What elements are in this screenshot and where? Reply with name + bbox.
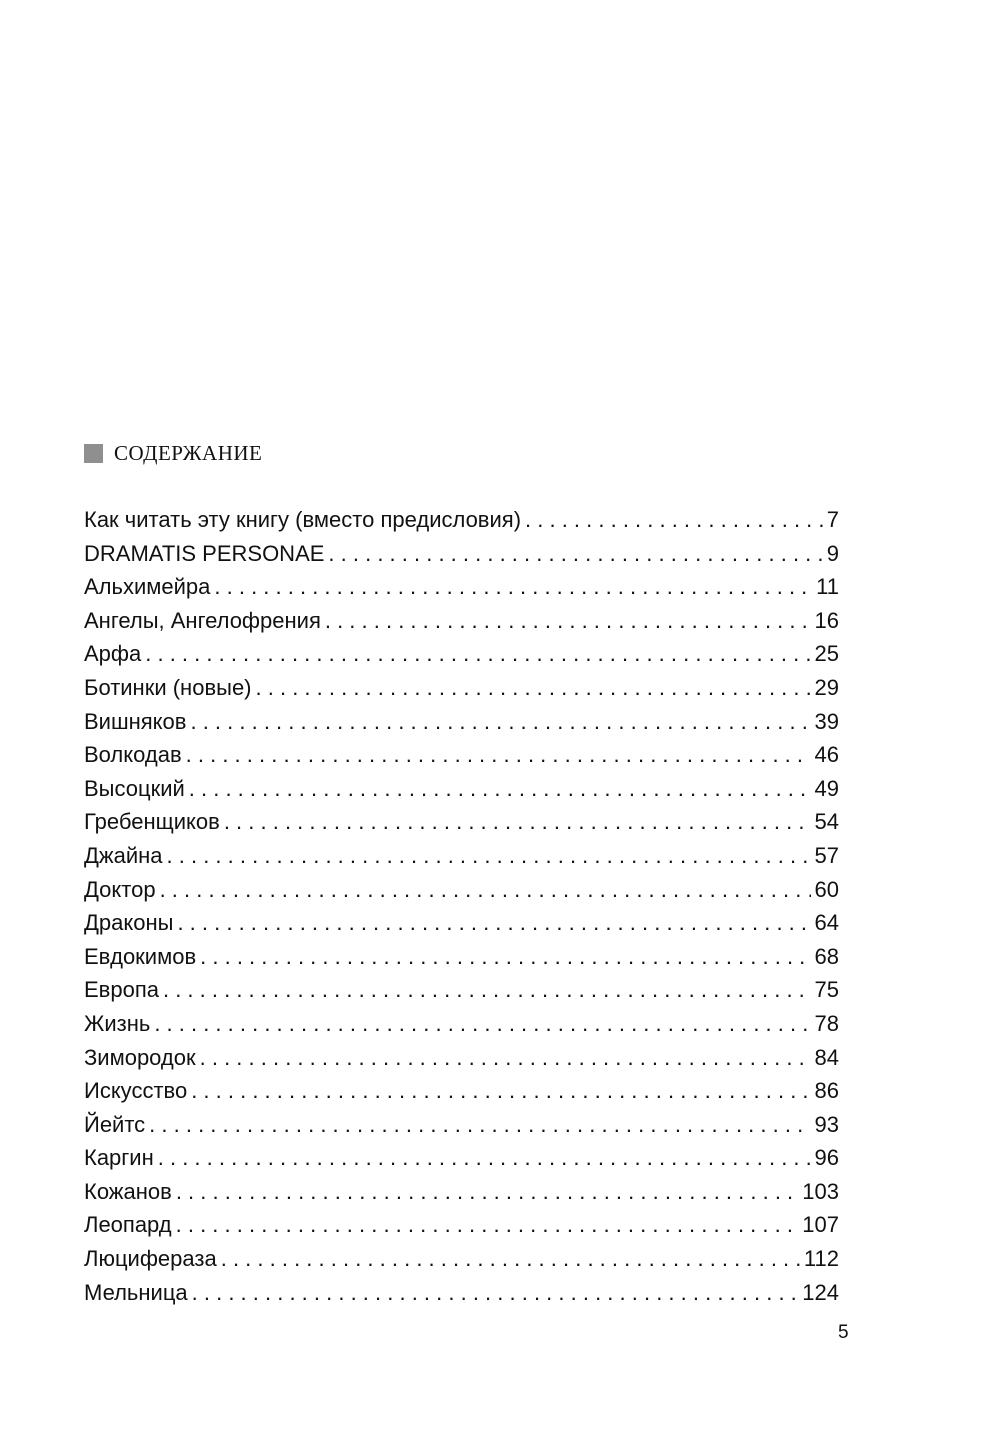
toc-leader-dots bbox=[160, 873, 811, 907]
toc-heading-title: СОДЕРЖАНИЕ bbox=[114, 440, 263, 465]
toc-entry bbox=[84, 772, 839, 806]
toc-entry bbox=[84, 873, 839, 907]
toc-entry-page: 112 bbox=[803, 1246, 839, 1272]
toc-entry-title: Ботинки (новые) bbox=[84, 674, 252, 700]
toc-entry-title: Мельница bbox=[84, 1279, 188, 1305]
toc-entry bbox=[84, 1242, 839, 1276]
table-of-contents bbox=[84, 503, 839, 1309]
toc-entry-title: Арфа bbox=[84, 641, 142, 667]
toc-entry-page: 49 bbox=[814, 775, 839, 801]
toc-entry-title: Гребенщиков bbox=[84, 809, 220, 835]
toc-entry bbox=[84, 705, 839, 739]
toc-entry bbox=[84, 537, 839, 571]
toc-entry-title: Искусство bbox=[84, 1078, 188, 1104]
page-number: 5 bbox=[838, 1322, 849, 1343]
toc-entry-page: 68 bbox=[814, 943, 839, 969]
toc-entry bbox=[84, 604, 839, 638]
toc-entry bbox=[84, 1108, 839, 1142]
toc-leader-dots bbox=[163, 973, 811, 1007]
toc-entry-title: Ангелы, Ангелофрения bbox=[84, 607, 321, 633]
toc-entry-page: 64 bbox=[814, 910, 839, 936]
toc-entry-title: Вишняков bbox=[84, 708, 187, 734]
toc-entry-title: DRAMATIS PERSONAE bbox=[84, 540, 325, 566]
toc-entry-page: 124 bbox=[802, 1279, 839, 1305]
toc-leader-dots bbox=[224, 805, 811, 839]
toc-entry-title: Евдокимов bbox=[84, 943, 197, 969]
toc-entry-title: Европа bbox=[84, 977, 159, 1003]
toc-entry-page: 107 bbox=[802, 1212, 839, 1238]
toc-leader-dots bbox=[200, 1041, 811, 1075]
toc-leader-dots bbox=[154, 1007, 810, 1041]
toc-leader-dots bbox=[190, 705, 810, 739]
toc-entry bbox=[84, 570, 839, 604]
toc-entry-page: 60 bbox=[814, 876, 839, 902]
toc-leader-dots bbox=[167, 839, 811, 873]
toc-entry-title: Кожанов bbox=[84, 1178, 172, 1204]
toc-entry-page: 25 bbox=[814, 641, 839, 667]
toc-entry bbox=[84, 940, 839, 974]
toc-entry-title: Леопард bbox=[84, 1212, 172, 1238]
toc-entry-page: 84 bbox=[814, 1044, 839, 1070]
toc-entry-page: 11 bbox=[816, 574, 839, 600]
toc-leader-dots bbox=[191, 1074, 810, 1108]
toc-leader-dots bbox=[145, 637, 810, 671]
toc-entry-page: 46 bbox=[814, 742, 839, 768]
toc-entry-page: 103 bbox=[802, 1178, 839, 1204]
toc-entry-page: 16 bbox=[814, 607, 839, 633]
toc-entry-page: 9 bbox=[826, 540, 839, 566]
toc-entry bbox=[84, 1074, 839, 1108]
toc-entry-title: Волкодав bbox=[84, 742, 182, 768]
toc-entry-page: 78 bbox=[814, 1010, 839, 1036]
toc-entry-page: 93 bbox=[814, 1111, 839, 1137]
toc-entry-page: 39 bbox=[814, 708, 839, 734]
toc-entry-title: Доктор bbox=[84, 876, 156, 902]
toc-leader-dots bbox=[328, 537, 822, 571]
toc-entry bbox=[84, 1041, 839, 1075]
toc-leader-dots bbox=[214, 570, 812, 604]
toc-entry-title: Как читать эту книгу (вместо предисловия) bbox=[84, 507, 522, 532]
toc-entry bbox=[84, 906, 839, 940]
toc-entry-title: Драконы bbox=[84, 910, 174, 936]
toc-leader-dots bbox=[256, 671, 811, 705]
toc-entry-page: 96 bbox=[814, 1145, 839, 1171]
toc-heading bbox=[84, 438, 262, 468]
heading-square-icon bbox=[84, 444, 103, 463]
toc-leader-dots bbox=[176, 1208, 799, 1242]
toc-entry-title: Йейтс bbox=[84, 1111, 146, 1137]
toc-entry-title: Зимородок bbox=[84, 1044, 196, 1070]
toc-entry bbox=[84, 805, 839, 839]
toc-entry bbox=[84, 738, 839, 772]
toc-entry bbox=[84, 1141, 839, 1175]
toc-entry-title: Люцифераза bbox=[84, 1246, 217, 1272]
toc-leader-dots bbox=[325, 604, 811, 638]
toc-entry-title: Каргин bbox=[84, 1145, 154, 1171]
toc-leader-dots bbox=[189, 772, 811, 806]
toc-leader-dots bbox=[176, 1175, 798, 1209]
toc-leader-dots bbox=[186, 738, 811, 772]
toc-leader-dots bbox=[525, 503, 823, 537]
toc-entry-page: 86 bbox=[814, 1078, 839, 1104]
toc-entry bbox=[84, 637, 839, 671]
toc-leader-dots bbox=[200, 940, 810, 974]
toc-entry bbox=[84, 839, 839, 873]
toc-entry bbox=[84, 1208, 839, 1242]
toc-entry-page: 57 bbox=[814, 842, 839, 868]
toc-leader-dots bbox=[149, 1108, 810, 1142]
toc-entry-title: Высоцкий bbox=[84, 775, 185, 801]
toc-entry bbox=[84, 1007, 839, 1041]
toc-entry bbox=[84, 1276, 839, 1310]
toc-entry-page: 7 bbox=[826, 507, 839, 532]
toc-leader-dots bbox=[192, 1276, 799, 1310]
toc-leader-dots bbox=[158, 1141, 811, 1175]
toc-entry-page: 54 bbox=[814, 809, 839, 835]
toc-entry-page: 29 bbox=[814, 674, 839, 700]
toc-entry-title: Джайна bbox=[84, 842, 163, 868]
toc-entry bbox=[84, 503, 839, 537]
toc-entry bbox=[84, 1175, 839, 1209]
toc-leader-dots bbox=[177, 906, 810, 940]
toc-leader-dots bbox=[221, 1242, 800, 1276]
toc-entry-title: Жизнь bbox=[84, 1010, 151, 1036]
toc-entry bbox=[84, 973, 839, 1007]
toc-entry bbox=[84, 671, 839, 705]
toc-entry-title: Альхимейра bbox=[84, 574, 211, 600]
toc-entry-page: 75 bbox=[814, 977, 839, 1003]
